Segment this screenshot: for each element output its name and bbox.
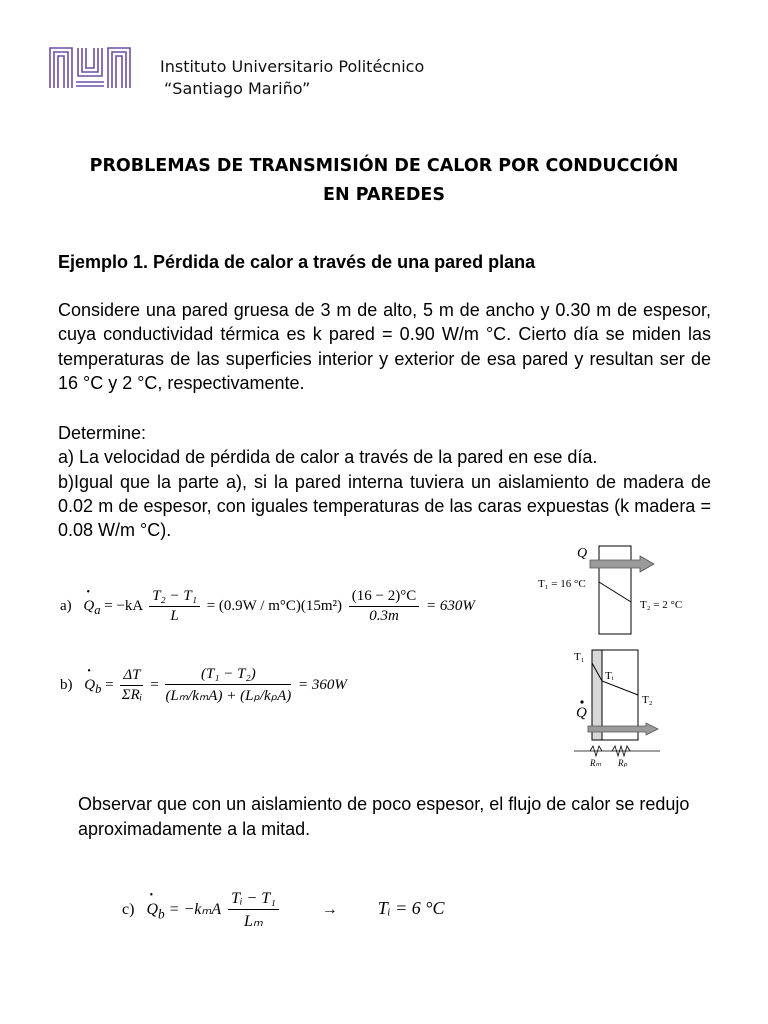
equation-b-frac2-den: (Lₘ/kₘA) + (Lₚ/kₚA) (165, 688, 292, 704)
equation-a-frac1 (149, 588, 200, 625)
equation-a-eq2: = (0.9W / m°C)(15m²) (206, 597, 343, 614)
wall-diagram-2 (560, 645, 700, 775)
q-label: Q (577, 546, 588, 561)
problem-statement: Considere una pared gruesa de 3 m de alto, 5 m de ancho y 0.30 m de espesor, cuya conductividad térmica es k pared = 0.90 W/m °C. Cierto día se miden las temperaturas de las superficies interior y exterior de esa pared y resultan ser de 16 °C y 2 °C, respectivamente. (58, 300, 711, 393)
equation-c-lhs-sub: b (158, 906, 165, 922)
equation-a-label: a) (60, 597, 72, 614)
equation-a-frac2-den: 0.3m (369, 608, 399, 624)
equation-a-lhs: • Q (83, 598, 94, 615)
rm-label: Rₘ (590, 758, 602, 768)
institution-name (160, 56, 424, 100)
determine-label: Determine: (58, 423, 147, 443)
wall-diagram-1 (520, 540, 710, 640)
wall-rect (599, 546, 631, 634)
equation-c-eq1: = −kₘA (168, 901, 222, 919)
equation-a-eq1: = −kA (104, 597, 143, 614)
equation-b-frac1-num: ΔT (120, 667, 143, 686)
temperature-profile-line (599, 582, 631, 602)
q-label: Q (576, 705, 587, 721)
determine-block (58, 421, 711, 542)
equation-a-frac2 (349, 588, 419, 625)
equation-c (122, 890, 445, 931)
part-b-text: b)Igual que la parte a), si la pared interna tuviera un aislamiento de madera de 0.02 m de espesor, con iguales temperaturas de las caras expuestas (k madera = 0.08 W/m °C). (58, 471, 711, 541)
equation-c-label: c) (122, 901, 135, 919)
example-heading: Ejemplo 1. Pérdida de calor a través de una pared plana (58, 252, 536, 272)
t1-left-label: T₁ (574, 651, 585, 663)
equation-b-frac1-den: ΣRᵢ (121, 687, 143, 703)
equation-b-lhs-sub: b (95, 681, 102, 696)
equation-a (60, 588, 475, 625)
equation-b-label: b) (60, 676, 73, 693)
page-title (40, 152, 728, 210)
observation-text: Observar que con un aislamiento de poco espesor, el flujo de calor se redujo aproximadamente a la mitad. (78, 794, 690, 839)
institution-line1: Instituto Universitario Politécnico (160, 57, 425, 76)
t1-label: T₁ = 16 °C (538, 578, 586, 590)
ti-label: Tᵢ (605, 670, 614, 682)
equation-b-frac2-num: (T₁ − T₂) (165, 666, 291, 685)
equation-b-result: = 360W (298, 676, 347, 693)
equation-c-arrow: → (321, 901, 338, 919)
equation-c-lhs: • Q (146, 901, 158, 919)
t2-label: T₂ (642, 694, 653, 706)
institution-line2: “Santiago Mariño” (164, 79, 311, 98)
equation-a-lhs-sub: a (94, 602, 101, 617)
equation-b-frac1 (120, 667, 143, 704)
q-dot (580, 700, 583, 703)
equation-c-frac-den: Lₘ (244, 913, 263, 930)
heat-flow-arrow (590, 556, 654, 572)
equation-a-frac2-num: (16 − 2)°C (349, 588, 419, 607)
equation-a-frac1-den: L (170, 608, 179, 624)
equation-b-lhs: • Q (84, 677, 95, 694)
equation-b-frac2 (165, 666, 291, 705)
title-line2: EN PAREDES (323, 185, 445, 205)
institution-logo (48, 46, 132, 90)
equation-c-frac (228, 890, 279, 931)
equation-c-result: Tᵢ = 6 °C (377, 898, 445, 919)
equation-a-frac1-num: T₂ − T₁ (149, 588, 200, 607)
title-line1: PROBLEMAS DE TRANSMISIÓN DE CALOR POR CONDUCCIÓN (89, 156, 679, 176)
equation-b: b) • $Q_b$ = $\frac{\Delta T}{\text{ΣRᵢ}}$ = $\frac{\text{(T₁ − T₂)}}{\text{(Lₘ/kₘA) + (Lₚ/kₚA)}}$ = 360W (60, 666, 347, 705)
part-a-text: a) La velocidad de pérdida de calor a través de la pared en ese día. (58, 447, 598, 468)
equation-c-frac-num: Tᵢ − T₁ (228, 890, 279, 910)
rp-label: Rₚ (618, 758, 628, 768)
t2-label: T₂ = 2 °C (640, 599, 683, 611)
equation-a-result: = 630W (425, 597, 475, 614)
